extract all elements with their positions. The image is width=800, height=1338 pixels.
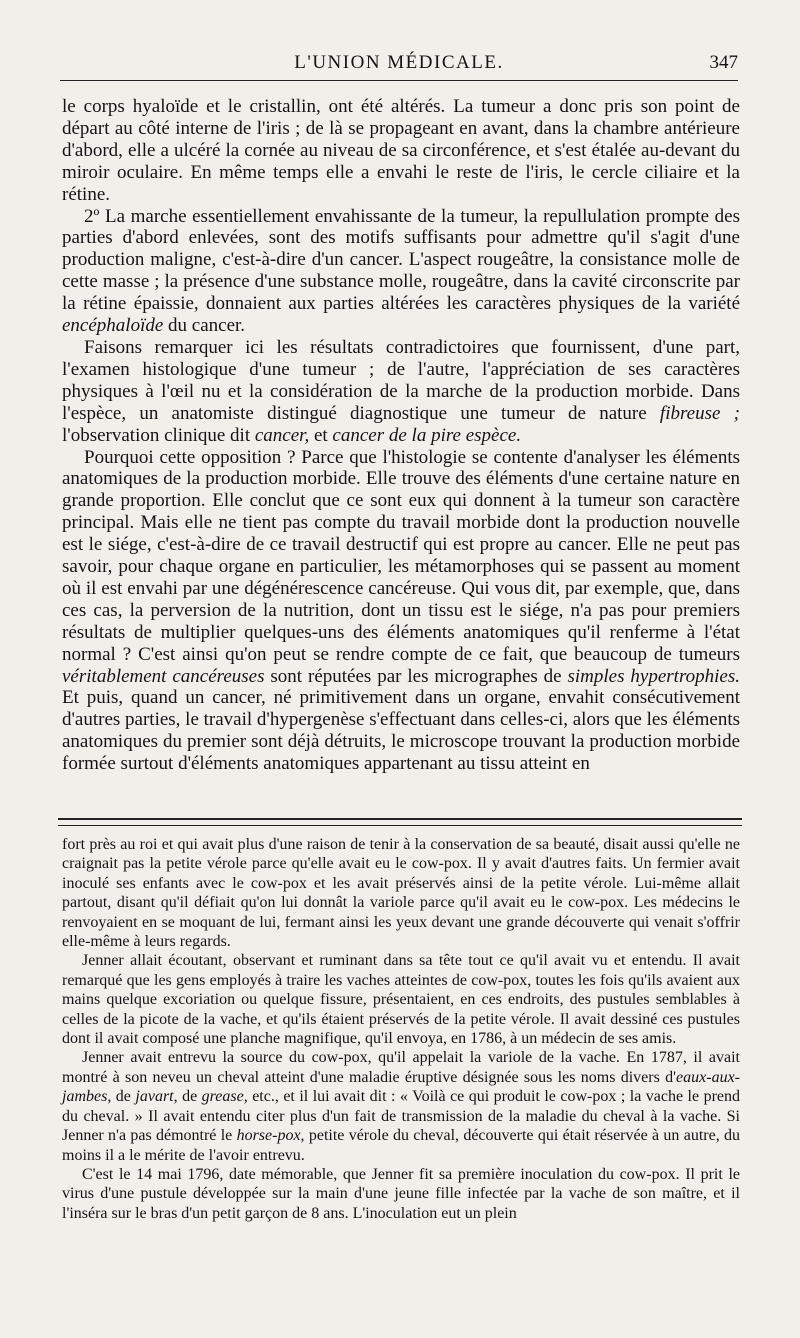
paragraph-3-emphasis-1: fibreuse ;: [659, 402, 740, 424]
page-number: 347: [709, 52, 738, 73]
feuilleton-3-text-a: Jenner avait entrevu la source du cow-pox, qu'il appelait la variole de la vache. En 1787, il avait montré à son neveu un cheval atteint d'une maladie éruptive désignée sous les noms divers d': [62, 1049, 740, 1086]
running-head: [60, 52, 738, 81]
feuilleton-paragraph-1: fort près au roi et qui avait plus d'une raison de tenir à la conservation de sa beauté, disait aussi qu'elle ne craignait pas la petite vérole parce qu'elle avait eu le cow-pox. Il y avait d'autres faits. Un fermier avait inoculé ses enfants avec le cow-pox et les avait préservés ainsi de la petite vérole. Lui-même allait partout, disant qu'il défiait qu'on lui donnât la variole parce qu'il avait eu le cow-pox. Les médecins le renvoyaient en se moquant de lui, fermant ainsi les yeux devant une grande découverte qui venait s'offrir elle-même à leurs regards.: [62, 836, 740, 951]
feuilleton-3-emphasis-3: grease,: [201, 1088, 248, 1106]
paragraph-1: le corps hyaloïde et le cristallin, ont été altérés. La tumeur a donc pris son point de départ au côté interne de l'iris ; de là se propageant en avant, dans la chambre antérieure d'abord, elle a ulcéré la cornée au niveau de sa circonférence, et s'est étalée au-devant du miroir oculaire. En même temps elle a envahi le reste de l'iris, le cercle ciliaire et la rétine.: [62, 96, 740, 205]
feuilleton-paragraph-2: Jenner allait écoutant, observant et ruminant dans sa tête tout ce qu'il avait vu et entendu. Il avait remarqué que les gens employés à traire les vaches atteintes de cow-pox, toutes les fois qu'ils avaient aux mains quelque excoriation ou quelque fissure, présentaient, en ces endroits, des pustules semblables à celles de la picote de la vache, et qu'ils étaient préservés de la petite vérole. Il avait dessiné ces pustules dont il avait composé une planche magnifique, qu'il envoya, en 1786, à un médecin de ses amis.: [62, 952, 740, 1048]
paragraph-3: [62, 337, 740, 447]
feuilleton-3-text-d: etc., et il lui avait dit : « Voilà ce qui produit le cow-pox ; la vache le prend du cheval. » Il avait entendu citer plus d'un fait de transmission de la maladie du cheval à la vache. Si Jenner n'a pas démontré le: [62, 1088, 741, 1145]
paragraph-3-text-c: et: [309, 424, 333, 446]
paragraph-4-text-c: Et puis, quand un cancer, né primitivement dans un organe, envahit consécutivement d'autres parties, le travail d'hypergenèse s'effectuant dans celles-ci, alors que les éléments anatomiques du premier sont déjà détruits, le microscope trouvant la production morbide formée surtout d'éléments anatomiques appartenant au tissu atteint en: [62, 687, 740, 775]
feuilleton-3-emphasis-4: horse-pox,: [236, 1127, 305, 1145]
paragraph-4-text-b: sont réputées par les micrographes de: [264, 665, 568, 687]
feuilleton-3-emphasis-2: javart,: [135, 1088, 178, 1106]
paragraph-2-text-a: 2º La marche essentiellement envahissante de la tumeur, la repullulation prompte des parties d'abord enlevées, sont des motifs suffisants pour admettre qu'il s'agit d'une production maligne, c'est-à-dire d'un cancer. L'aspect rougeâtre, la consistance molle de cette masse ; la présence d'une substance molle, rougeâtre, dans la cavité circonscrite par la rétine épaissie, donnaient aux parties altérées les caractères physiques de la variété: [62, 205, 740, 315]
feuilleton-paragraph-4: C'est le 14 mai 1796, date mémorable, que Jenner fit sa première inoculation du cow-pox. Il prit le virus d'une pustule développée sur la main d'une jeune fille infectée par la vache de son maître, et il l'inséra sur le bras d'un petit garçon de 8 ans. L'inoculation eut un plein: [62, 1165, 740, 1222]
paragraph-3-emphasis-2: cancer,: [254, 424, 310, 446]
feuilleton-3-text-e: petite vérole du cheval, découverte qui était réservée à un autre, du moins il a le mérite de l'avoir entrevu.: [62, 1127, 740, 1164]
paragraph-3-text-b: l'observation clinique dit: [62, 424, 255, 446]
feuilleton-paragraph-3: [62, 1048, 740, 1164]
journal-title: L'UNION MÉDICALE.: [294, 52, 504, 73]
paragraph-3-emphasis-3: cancer de la pire espèce.: [332, 424, 522, 446]
paragraph-4: [62, 447, 740, 776]
paragraph-2-emphasis: encéphaloïde: [62, 315, 164, 337]
feuilleton-3-emphasis-1: eaux-aux-jambes,: [62, 1068, 740, 1106]
feuilleton-3-text-b: de: [111, 1088, 136, 1106]
feuilleton-divider: [58, 818, 742, 826]
paragraph-4-emphasis-1: véritablement cancéreuses: [62, 665, 265, 687]
paragraph-4-emphasis-2: simples hypertrophies.: [567, 665, 740, 687]
main-text: [62, 96, 740, 775]
feuilleton-3-text-c: de: [177, 1088, 202, 1106]
paragraph-2: [62, 206, 740, 337]
paragraph-2-text-b: du cancer.: [163, 315, 246, 337]
paragraph-4-text-a: Pourquoi cette opposition ? Parce que l'histologie se contente d'analyser les éléments anatomiques de la production morbide. Elle trouve des éléments d'une certaine nature en grande proportion. Elle conclut que ce sont eux qui donnent à la tumeur son caractère principal. Mais elle ne tient pas compte du travail morbide dont la production nouvelle est le siége, c'est-à-dire de ce travail destructif qui est propre au cancer. Elle ne peut pas savoir, pour chaque organe en particulier, les métamorphoses qui se passent au moment où il est envahi par une dégénérescence cancéreuse. Qui vous dit, par exemple, que, dans ces cas, la perversion de la nutrition, dont un tissu est le siége, n'a pas pour premiers résultats de multiplier quelques-uns des éléments anatomiques qu'il renferme à l'état normal ? C'est ainsi qu'on peut se rendre compte de ce fait, que beaucoup de tumeurs: [62, 446, 740, 665]
feuilleton-text: [62, 835, 740, 1223]
paragraph-3-text-a: Faisons remarquer ici les résultats contradictoires que fournissent, d'une part, l'examen histologique d'une tumeur ; de l'autre, l'appréciation de ses caractères physiques à l'œil nu et la considération de la marche de la production morbide. Dans l'espèce, un anatomiste distingué diagnostique une tumeur de nature: [62, 336, 740, 424]
